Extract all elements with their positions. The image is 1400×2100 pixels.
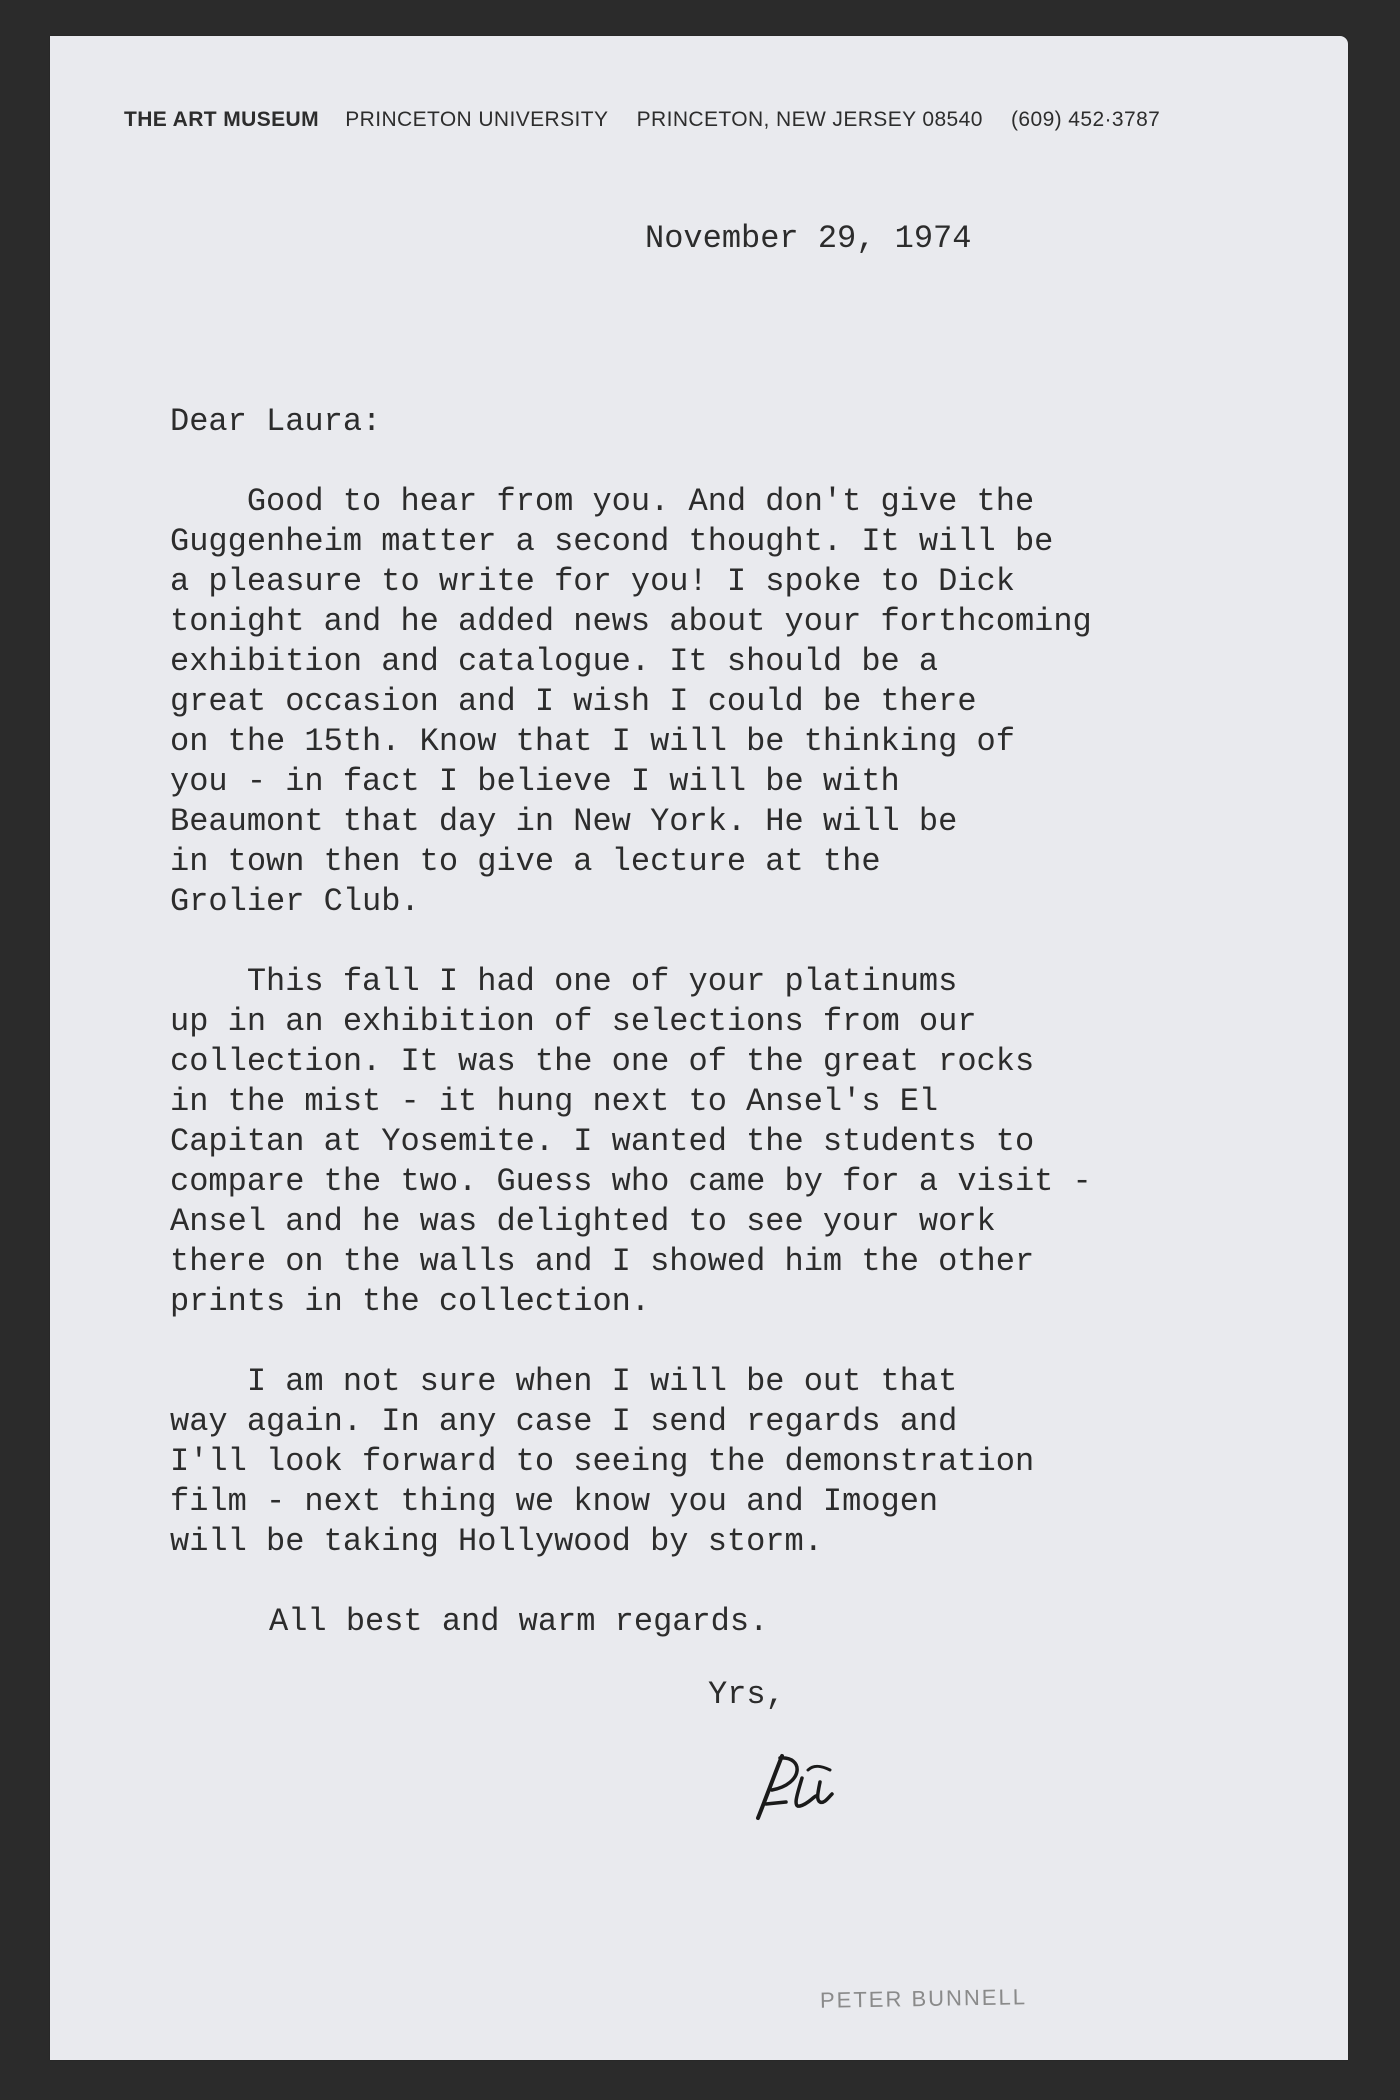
paragraph-line: Grolier Club.: [170, 883, 420, 920]
paragraph-line: up in an exhibition of selections from our: [170, 1003, 977, 1040]
paragraph-line: prints in the collection.: [170, 1283, 651, 1320]
letter-body: [170, 402, 1290, 1642]
salutation: Dear Laura:: [170, 403, 382, 440]
paragraph-line: This fall I had one of your platinums: [170, 963, 958, 1000]
paragraph-line: there on the walls and I showed him the other: [170, 1243, 1035, 1280]
paragraph-line: way again. In any case I send regards and: [170, 1403, 958, 1440]
handwritten-signature: [720, 1748, 880, 1838]
paragraph-line: in town then to give a lecture at the: [170, 843, 881, 880]
paragraph-line: Guggenheim matter a second thought. It will be: [170, 523, 1054, 560]
paragraph-line: tonight and he added news about your forthcoming: [170, 603, 1092, 640]
paragraph-1: [170, 482, 1290, 922]
paragraph-line: film - next thing we know you and Imogen: [170, 1483, 939, 1520]
paragraph-line: Ansel and he was delighted to see your work: [170, 1203, 996, 1240]
paragraph-line: I'll look forward to seeing the demonstration: [170, 1443, 1035, 1480]
paragraph-line: Good to hear from you. And don't give the: [170, 483, 1035, 520]
paragraph-line: compare the two. Guess who came by for a visit -: [170, 1163, 1092, 1200]
letterhead-university: PRINCETON UNIVERSITY: [345, 108, 609, 131]
letterhead-address: PRINCETON, NEW JERSEY 08540: [636, 108, 983, 131]
paragraph-3: [170, 1362, 1290, 1562]
closing: All best and warm regards.: [269, 1603, 769, 1640]
letterhead-phone: (609) 452·3787: [1011, 108, 1161, 131]
paragraph-line: will be taking Hollywood by storm.: [170, 1523, 823, 1560]
paragraph-line: great occasion and I wish I could be there: [170, 683, 977, 720]
letterhead: [124, 108, 1288, 132]
paragraph-line: you - in fact I believe I will be with: [170, 763, 900, 800]
letterhead-museum: THE ART MUSEUM: [124, 108, 319, 131]
sign-off: Yrs,: [708, 1676, 785, 1713]
paragraph-line: Beaumont that day in New York. He will be: [170, 803, 958, 840]
pencil-annotation: PETER BUNNELL: [819, 1984, 1028, 2013]
paragraph-line: exhibition and catalogue. It should be a: [170, 643, 939, 680]
paragraph-line: Capitan at Yosemite. I wanted the students to: [170, 1123, 1035, 1160]
paragraph-line: on the 15th. Know that I will be thinking of: [170, 723, 1015, 760]
letter-date: November 29, 1974: [645, 220, 972, 257]
paragraph-line: I am not sure when I will be out that: [170, 1363, 958, 1400]
paragraph-line: in the mist - it hung next to Ansel's El: [170, 1083, 939, 1120]
paragraph-line: collection. It was the one of the great rocks: [170, 1043, 1035, 1080]
paragraph-line: a pleasure to write for you! I spoke to Dick: [170, 563, 1015, 600]
paragraph-2: [170, 962, 1290, 1322]
